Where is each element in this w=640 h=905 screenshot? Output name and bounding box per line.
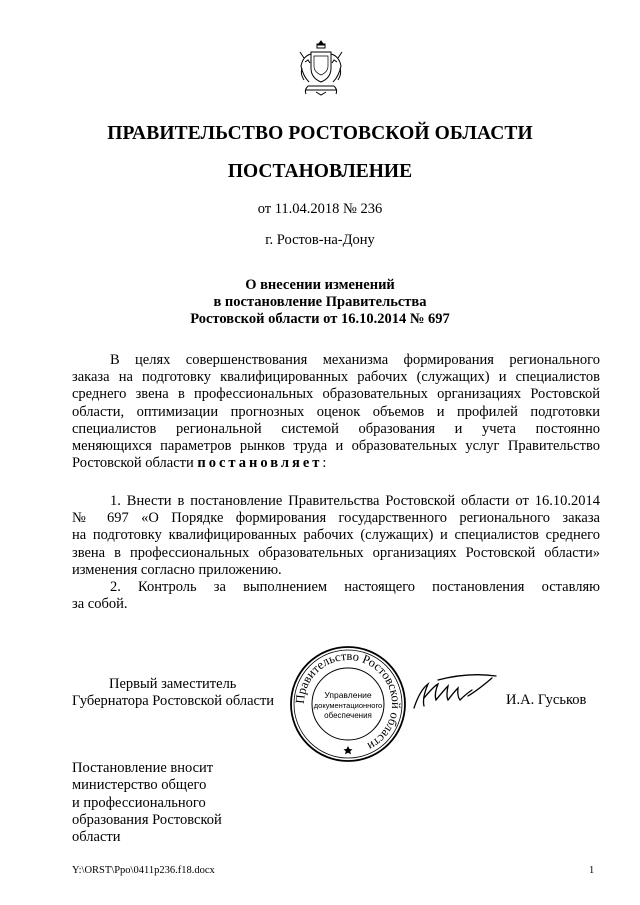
note-line: образования Ростовской xyxy=(72,811,222,828)
signatory-name: И.А. Гуськов xyxy=(506,692,587,708)
handwritten-signature xyxy=(408,668,500,718)
text-line: меняющихся параметров рынков труда и образовательных услуг Правительство xyxy=(72,437,600,454)
text-line: изменения согласно приложению. xyxy=(72,561,282,578)
page-number: 1 xyxy=(589,865,595,876)
document-subject xyxy=(0,277,640,328)
seal-center-line: документационного xyxy=(313,701,383,710)
note-line: министерство общего xyxy=(72,777,207,794)
note-line: и профессионального xyxy=(72,794,206,811)
text-line-decree xyxy=(72,455,600,472)
signatory-position xyxy=(72,676,274,710)
document-place: г. Ростов-на-Дону xyxy=(265,232,375,248)
text-line: за собой. xyxy=(72,596,128,613)
seal-star-icon xyxy=(344,746,353,754)
subject-line: Ростовской области от 16.10.2014 № 697 xyxy=(190,311,450,327)
document-date-number: от 11.04.2018 № 236 xyxy=(257,201,383,217)
seal-center-line: Управление xyxy=(324,690,372,700)
text-line: № 697 «О Порядке формирования государственного регионального заказа xyxy=(72,510,600,527)
subject-line: в постановление Правительства xyxy=(213,294,427,310)
submitter-note xyxy=(72,760,222,846)
seal-center-line: обеспечения xyxy=(324,711,372,720)
text-line: Ростовской области xyxy=(72,455,198,472)
decree-colon: : xyxy=(322,455,327,472)
text-line: на подготовку квалифицированных рабочих (служащих) и специалистов среднего xyxy=(72,527,600,544)
seal-ring-text: Правительство Ростовской области xyxy=(292,648,404,754)
text-line: 2. Контроль за выполнением настоящего постановления оставляю xyxy=(110,578,600,595)
position-line: Губернатора Ростовской области xyxy=(72,693,275,709)
file-path: Y:\ORST\Ppo\0411p236.f18.docx xyxy=(72,865,215,876)
organization-title: ПРАВИТЕЛЬСТВО РОСТОВСКОЙ ОБЛАСТИ xyxy=(107,123,533,144)
text-line: среднего звена в профессиональных образовательных организациях Ростовской xyxy=(72,386,600,403)
text-line: 1. Внести в постановление Правительства Ростовской области от 16.10.2014 xyxy=(110,493,600,509)
official-seal xyxy=(286,642,410,766)
subject-line: О внесении изменений xyxy=(245,277,395,293)
text-line: звена в профессиональных образовательных организациях Ростовской области» xyxy=(72,544,600,561)
text-line: заказа на подготовку квалифицированных рабочих (служащих) и специалистов xyxy=(72,369,600,386)
text-line: области, оптимизации прогнозных оценок объемов и профилей подготовки xyxy=(72,403,600,420)
position-line: Первый заместитель xyxy=(109,676,237,692)
note-line: области xyxy=(72,829,121,846)
decree-word: постановляет xyxy=(197,455,323,472)
document-type: ПОСТАНОВЛЕНИЕ xyxy=(227,161,413,182)
text-line: специалистов региональной системой образования и учета постоянно xyxy=(72,420,600,437)
coat-of-arms-icon xyxy=(296,38,346,98)
note-line: Постановление вносит xyxy=(72,760,214,776)
text-line: В целях совершенствования механизма формирования регионального xyxy=(110,352,600,368)
decree-items xyxy=(72,493,600,613)
preamble-paragraph xyxy=(72,352,600,472)
